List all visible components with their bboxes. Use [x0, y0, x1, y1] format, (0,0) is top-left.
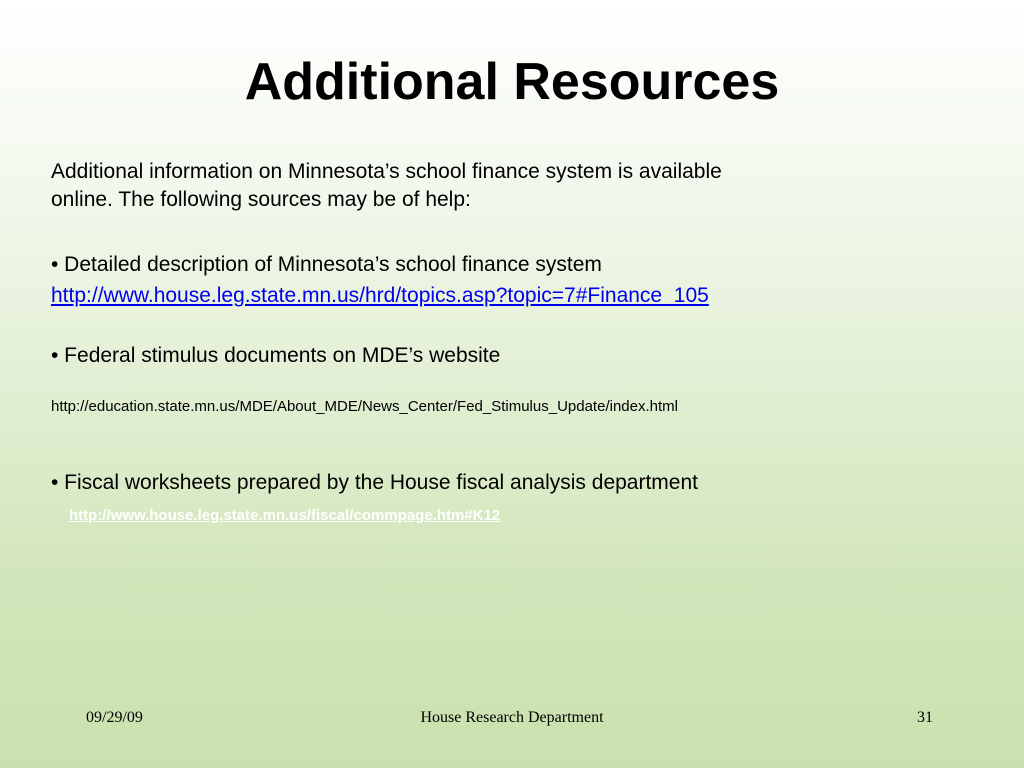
resource-item-federal-stimulus: • Federal stimulus documents on MDE’s website [51, 344, 501, 367]
fiscal-worksheets-link[interactable]: http://www.house.leg.state.mn.us/fiscal/commpage.htm#K12 [69, 507, 501, 524]
federal-stimulus-url: http://education.state.mn.us/MDE/About_MDE/News_Center/Fed_Stimulus_Update/index.html [51, 398, 678, 415]
intro-line-1: Additional information on Minnesota’s school finance system is available [51, 160, 722, 183]
footer-date: 09/29/09 [86, 709, 143, 726]
intro-paragraph [51, 158, 951, 214]
school-finance-link[interactable]: http://www.house.leg.state.mn.us/hrd/topics.asp?topic=7#Finance_105 [51, 284, 709, 307]
intro-line-2: online. The following sources may be of help: [51, 188, 471, 211]
footer-department: House Research Department [420, 709, 604, 726]
slide-title: Additional Resources [244, 53, 780, 111]
resource-item-school-finance: • Detailed description of Minnesota’s school finance system [51, 253, 602, 276]
resource-item-fiscal-worksheets: • Fiscal worksheets prepared by the House fiscal analysis department [51, 471, 698, 494]
footer-page-number: 31 [917, 709, 933, 726]
